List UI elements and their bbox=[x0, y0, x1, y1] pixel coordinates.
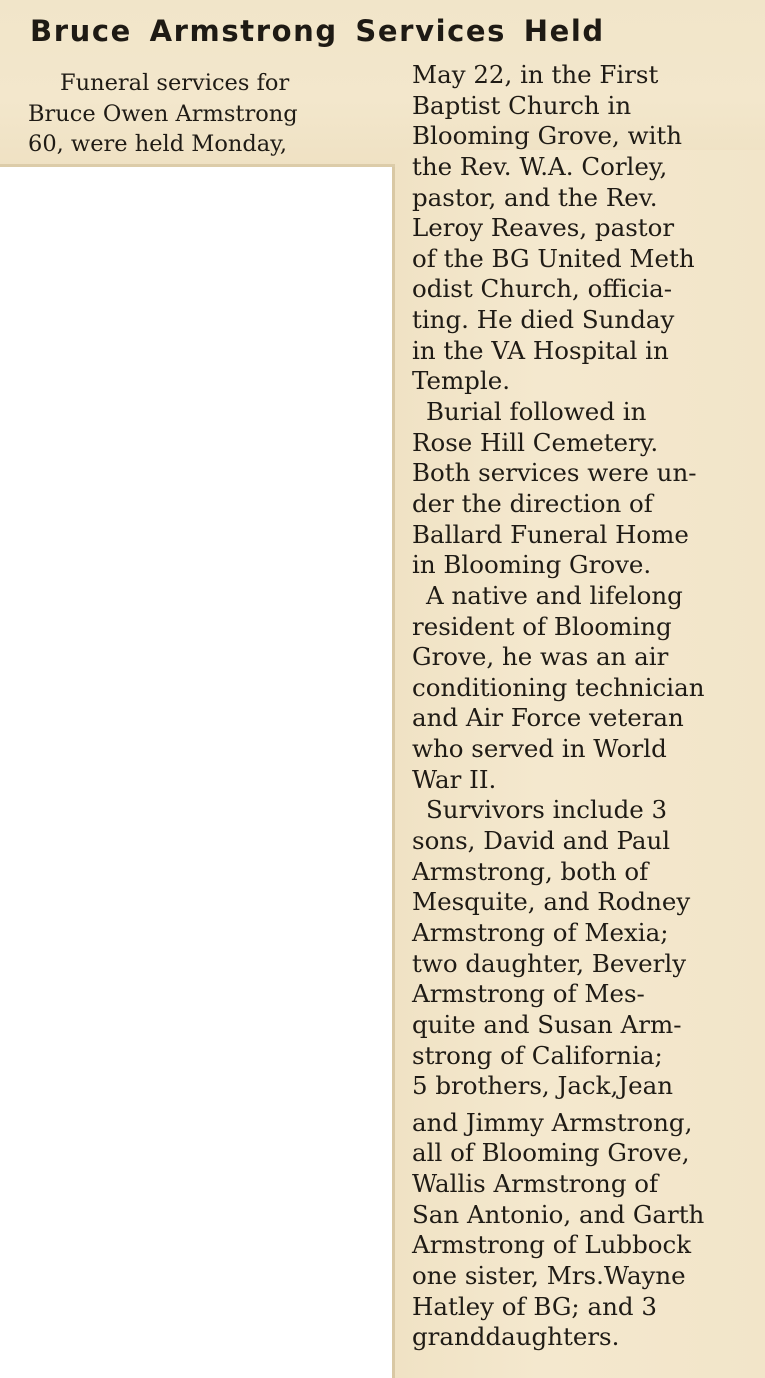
text-line: A native and lifelong bbox=[426, 580, 683, 610]
text-line: one sister, Mrs.Wayne bbox=[412, 1260, 686, 1290]
text-line: Temple. bbox=[412, 366, 510, 396]
text-line: quite and Susan Arm- bbox=[412, 1009, 682, 1039]
text-line: in Blooming Grove. bbox=[412, 550, 652, 580]
text-line: Rose Hill Cemetery. bbox=[412, 427, 659, 457]
right-column-text bbox=[412, 60, 704, 1353]
text-line: Hatley of BG; and 3 bbox=[412, 1291, 657, 1321]
text-line: the Rev. W.A. Corley, bbox=[412, 151, 668, 181]
text-line: and Air Force veteran bbox=[412, 703, 684, 733]
text-line: 5 brothers, Jack,Jean bbox=[412, 1071, 673, 1101]
text-line: who served in World bbox=[412, 734, 667, 764]
text-line: 60, were held Monday, bbox=[28, 131, 288, 157]
text-line: May 22, in the First bbox=[412, 60, 659, 89]
text-line: two daughter, Beverly bbox=[412, 948, 687, 978]
text-line: ting. He died Sunday bbox=[412, 305, 675, 335]
text-line: Armstrong of Mes- bbox=[412, 979, 645, 1009]
text-line: all of Blooming Grove, bbox=[412, 1138, 690, 1168]
text-line: Blooming Grove, with bbox=[412, 121, 683, 151]
text-line: sons, David and Paul bbox=[412, 826, 671, 856]
text-line: Armstrong of Lubbock bbox=[412, 1230, 692, 1260]
text-line: resident of Blooming bbox=[412, 611, 672, 641]
text-line: pastor, and the Rev. bbox=[412, 182, 658, 212]
text-line: War II. bbox=[412, 764, 497, 794]
text-line: Burial followed in bbox=[426, 397, 647, 427]
text-line: in the VA Hospital in bbox=[412, 335, 669, 365]
text-line: Armstrong, both of bbox=[412, 856, 649, 886]
text-line: and Jimmy Armstrong, bbox=[412, 1107, 693, 1137]
text-line: San Antonio, and Garth bbox=[412, 1199, 705, 1229]
left-column-text bbox=[28, 68, 298, 160]
text-line: of the BG United Meth bbox=[412, 243, 695, 273]
text-line: der the direction of bbox=[412, 488, 653, 518]
text-line: granddaughters. bbox=[412, 1322, 620, 1352]
text-line: Leroy Reaves, pastor bbox=[412, 213, 675, 243]
text-line: Mesquite, and Rodney bbox=[412, 887, 691, 917]
text-line: Bruce Owen Armstrong bbox=[28, 100, 298, 127]
text-line: Funeral services for bbox=[60, 70, 290, 96]
text-line: Wallis Armstrong of bbox=[412, 1169, 659, 1199]
text-line: strong of California; bbox=[412, 1040, 663, 1070]
text-line: Both services were un- bbox=[412, 458, 697, 488]
text-line: Grove, he was an air bbox=[412, 642, 669, 672]
text-line: conditioning technician bbox=[412, 672, 705, 702]
text-line: Survivors include 3 bbox=[426, 795, 668, 825]
text-line: Armstrong of Mexia; bbox=[412, 917, 669, 947]
clipping-edge bbox=[392, 166, 395, 1378]
text-line: Baptist Church in bbox=[412, 90, 632, 120]
text-line: Ballard Funeral Home bbox=[412, 519, 689, 549]
headline: Bruce Armstrong Services Held bbox=[30, 14, 605, 48]
clipping-edge bbox=[0, 164, 395, 167]
text-line: odist Church, officia- bbox=[412, 274, 673, 304]
